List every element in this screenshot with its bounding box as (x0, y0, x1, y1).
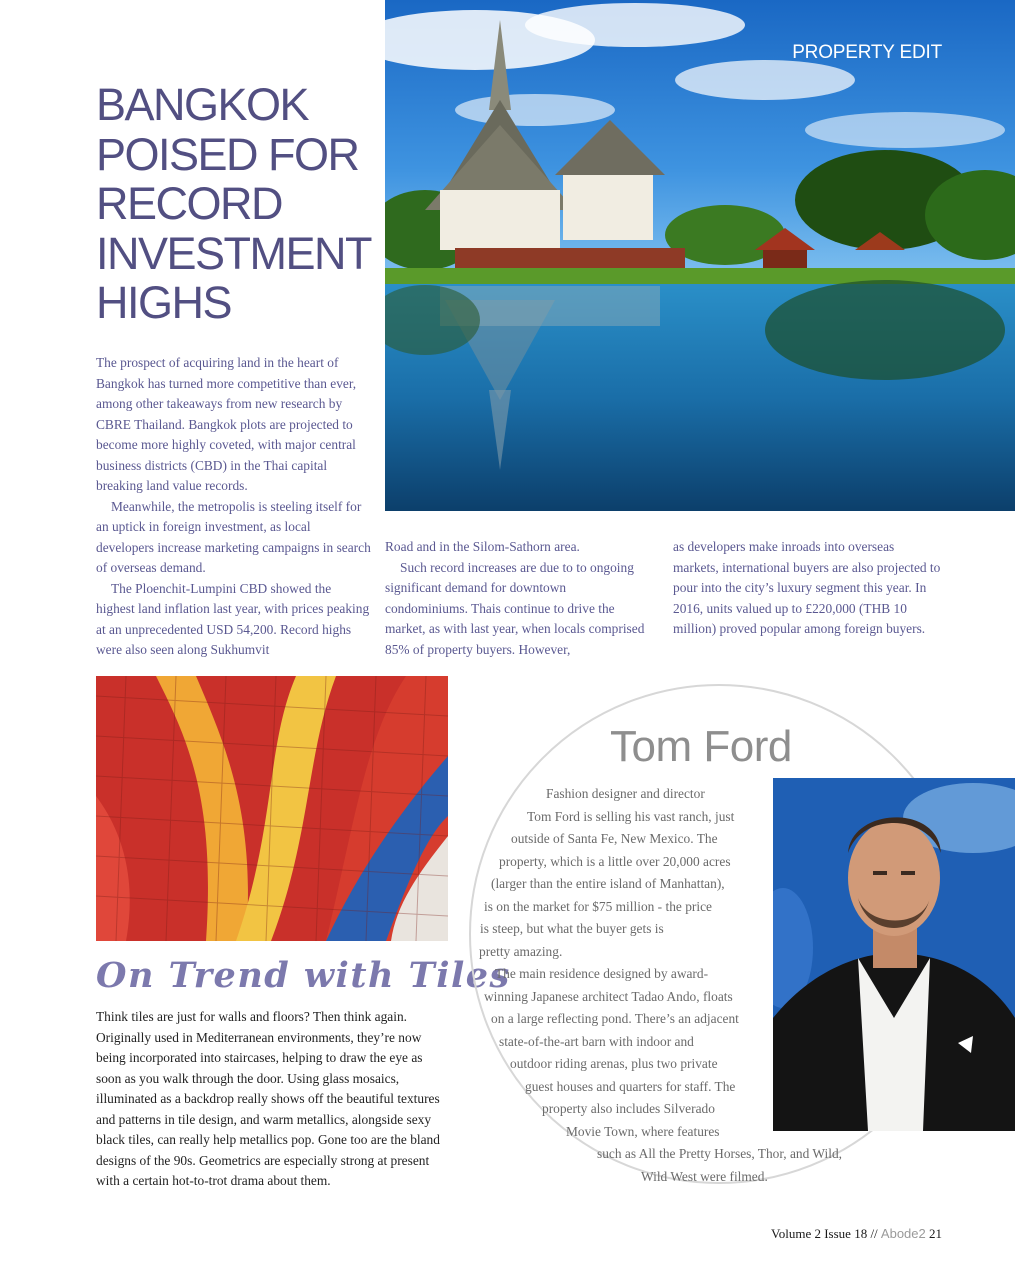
ford-article-title: Tom Ford (610, 722, 792, 771)
text-line: on a large reflecting pond. There’s an adjacent (491, 1011, 739, 1026)
tom-ford-photo (773, 778, 1015, 1131)
paragraph: The Ploenchit-Lumpini CBD showed the highest land inflation last year, with prices peaking at an unprecedented USD 54,200. Record highs were also seen along Sukhumvit (96, 580, 370, 657)
article-headline (96, 80, 386, 328)
magazine-brand: Abode2 (880, 1226, 926, 1241)
text-line: Tom Ford is selling his vast ranch, just (527, 809, 735, 824)
bangkok-temple-photo (385, 0, 1015, 511)
section-label: PROPERTY EDIT (792, 42, 942, 63)
headline-line: RECORD (96, 178, 283, 229)
text-line: property also includes Silverado (542, 1101, 715, 1116)
text-line: property, which is a little over 20,000 acres (499, 854, 731, 869)
text-line: Fashion designer and director (546, 786, 705, 801)
paragraph: Such record increases are due to to ongoing significant demand for downtown condominiums. Thais continue to drive the market, as with last year, when locals comprised 85% of property buyers. However, (385, 559, 645, 657)
text-line: is steep, but what the buyer gets is (480, 921, 664, 936)
text-line: guest houses and quarters for staff. The (525, 1079, 736, 1094)
text-line: winning Japanese architect Tadao Ando, floats (484, 989, 733, 1004)
paragraph: as developers make inroads into overseas markets, international buyers are also projected to pour into the city’s luxury segment this year. In 2016, units valued up to £220,000 (THB 10 million) proved popular among foreign buyers. (673, 539, 941, 636)
headline-line: INVESTMENT (96, 227, 372, 279)
text-line: Wild West were filmed. (641, 1169, 768, 1184)
tiles-article-body (96, 1007, 448, 1192)
headline-line: HIGHS (96, 277, 232, 328)
text-line: outdoor riding arenas, plus two private (510, 1056, 718, 1071)
paragraph: The prospect of acquiring land in the heart of Bangkok has turned more competitive than ever, among other takeaways from new research by CBRE Thailand. Bangkok plots are projected to become more highly coveted, with major central business districts (CBD) in the Thai capital breaking land value records. (96, 355, 357, 493)
text-line: Movie Town, where features (566, 1124, 720, 1139)
headline-line: POISED FOR (96, 128, 359, 180)
page-footer (771, 1226, 942, 1242)
tiles-article-title: On Trend with Tiles (96, 955, 511, 996)
mosaic-tiles-photo (96, 676, 448, 941)
bangkok-column-3 (673, 537, 943, 640)
page-number: 21 (929, 1226, 942, 1241)
paragraph: Meanwhile, the metropolis is steeling itself for an uptick in foreign investment, as local developers increase marketing campaigns in search of overseas demand. (96, 498, 371, 575)
text-line: pretty amazing. (479, 944, 563, 959)
bangkok-column-1 (96, 353, 371, 661)
text-line: outside of Santa Fe, New Mexico. The (511, 831, 718, 846)
issue-label: Volume 2 Issue 18 // (771, 1226, 878, 1241)
paragraph: Road and in the Silom-Sathorn area. (385, 539, 580, 554)
text-line: such as All the Pretty Horses, Thor, and Wild, (597, 1146, 843, 1161)
headline-line: BANGKOK (96, 79, 309, 130)
text-line: The main residence designed by award- (495, 966, 709, 981)
text-line: (larger than the entire island of Manhattan), (491, 876, 725, 891)
paragraph: Think tiles are just for walls and floors? Then think again. Originally used in Mediterranean environments, they’re now being incorporated into staircases, helping to draw the eye as soon as you walk through the door. Using glass mosaics, illuminated as a backdrop really shows off the beautiful textures and patterns in tile design, and warm metallics, alongside sexy black tiles, can really help metallics pop. Gone too are the bland designs of the 90s. Geometrics are especially strong at present with a certain hot-to-trot drama about them. (96, 1009, 440, 1188)
text-line: is on the market for $75 million - the price (484, 899, 712, 914)
bangkok-column-2 (385, 537, 647, 660)
text-line: state-of-the-art barn with indoor and (499, 1034, 694, 1049)
